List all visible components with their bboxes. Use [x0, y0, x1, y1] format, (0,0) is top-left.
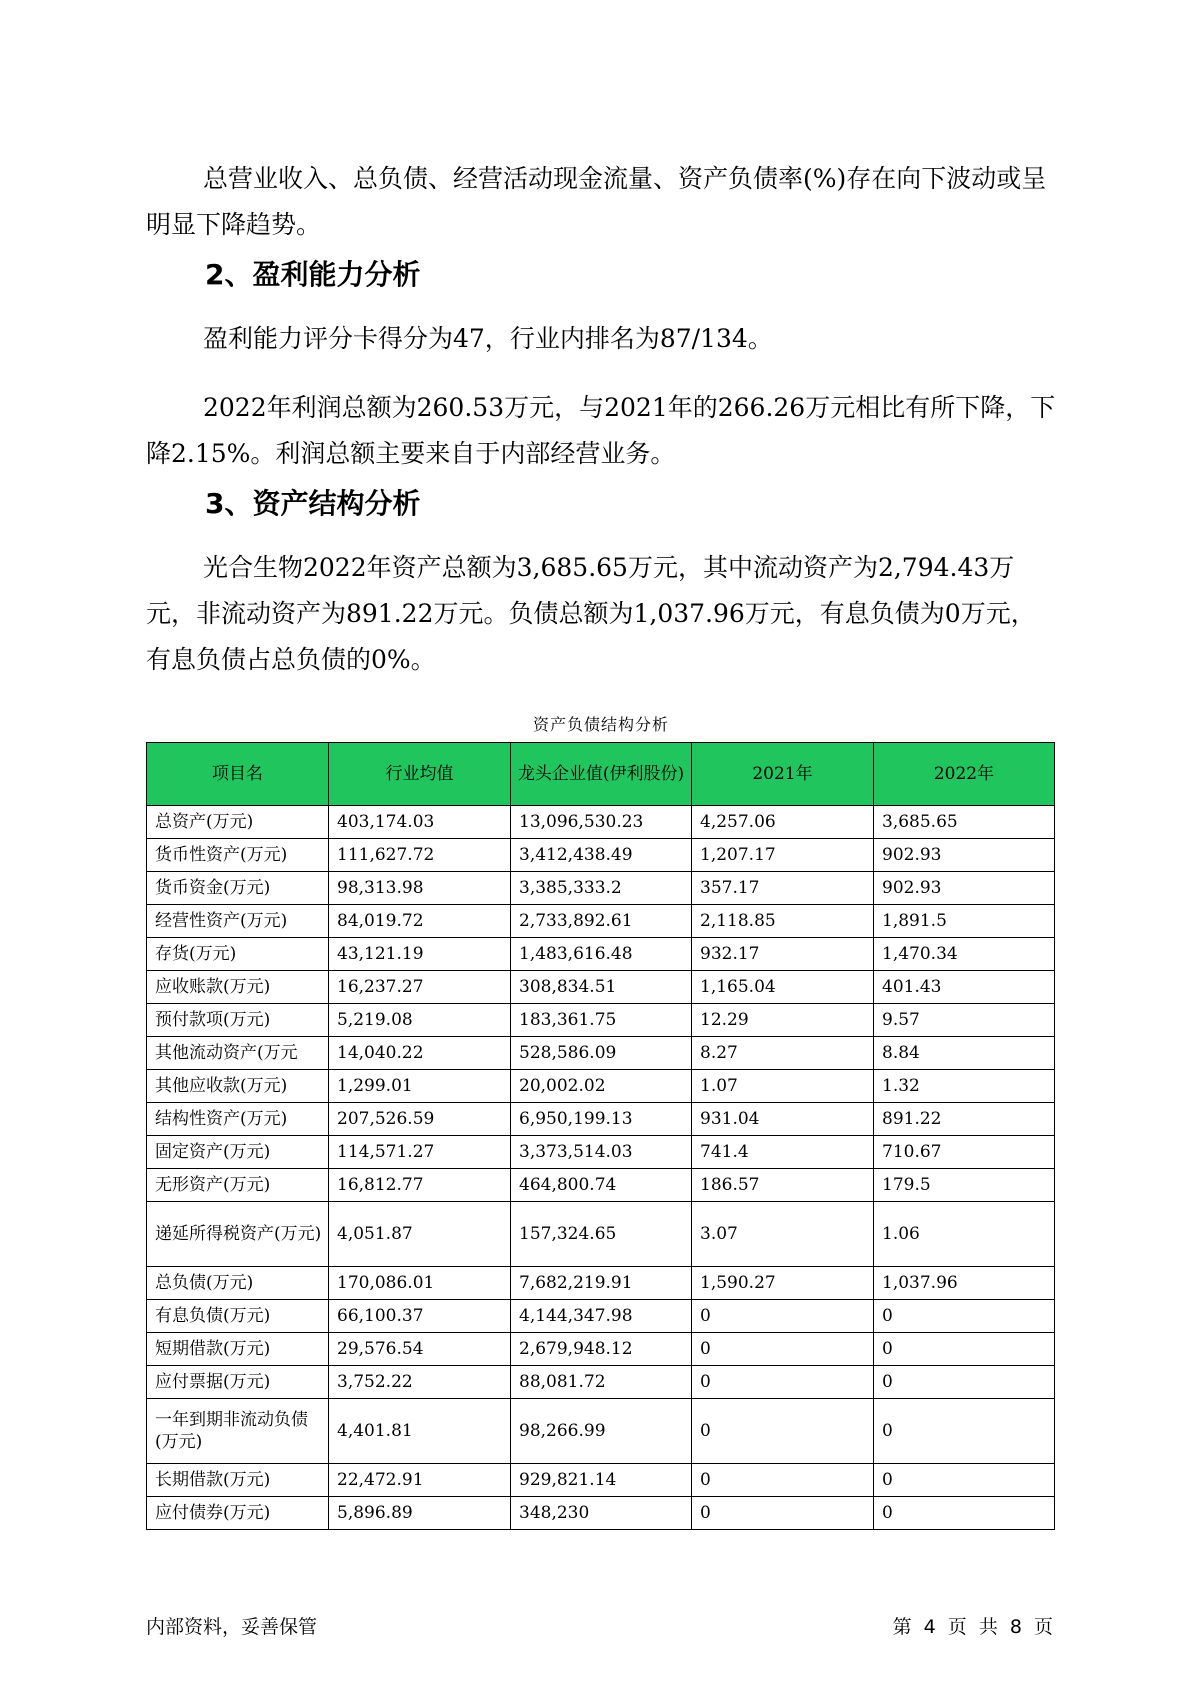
table-row	[147, 839, 1055, 872]
table-cell-value: 8.27	[692, 1037, 874, 1070]
table-cell-value: 1,470.34	[874, 938, 1055, 971]
table-cell-value: 66,100.37	[329, 1300, 511, 1333]
table-cell-item-name: 应付票据(万元)	[147, 1366, 329, 1399]
table-row	[147, 1366, 1055, 1399]
table-cell-value: 14,040.22	[329, 1037, 511, 1070]
table-cell-item-name: 短期借款(万元)	[147, 1333, 329, 1366]
table-cell-item-name: 结构性资产(万元)	[147, 1103, 329, 1136]
footer-page-number: 第 4 页 共 8 页	[892, 1616, 1053, 1638]
table-cell-value: 528,586.09	[511, 1037, 692, 1070]
table-cell-item-name: 其他流动资产(万元	[147, 1037, 329, 1070]
table-cell-value: 8.84	[874, 1037, 1055, 1070]
table-row	[147, 1004, 1055, 1037]
table-cell-item-name: 应收账款(万元)	[147, 971, 329, 1004]
table-cell-value: 1.06	[874, 1202, 1055, 1267]
table-cell-value: 891.22	[874, 1103, 1055, 1136]
table-row	[147, 1136, 1055, 1169]
table-cell-value: 5,896.89	[329, 1497, 511, 1530]
table-row	[147, 1399, 1055, 1464]
table-cell-value: 20,002.02	[511, 1070, 692, 1103]
table-cell-value: 114,571.27	[329, 1136, 511, 1169]
heading-profitability: 2、盈利能力分析	[205, 258, 421, 291]
table-cell-value: 4,144,347.98	[511, 1300, 692, 1333]
paragraph-profit-score: 盈利能力评分卡得分为47，行业内排名为87/134。	[203, 324, 773, 353]
table-cell-value: 1,891.5	[874, 905, 1055, 938]
table-cell-value: 5,219.08	[329, 1004, 511, 1037]
table-cell-value: 401.43	[874, 971, 1055, 1004]
table-cell-value: 3,412,438.49	[511, 839, 692, 872]
table-cell-value: 0	[692, 1366, 874, 1399]
header-industry-average: 行业均值	[329, 743, 511, 806]
table-cell-value: 403,174.03	[329, 806, 511, 839]
table-cell-item-name: 长期借款(万元)	[147, 1464, 329, 1497]
table-cell-item-name: 一年到期非流动负债(万元)	[147, 1399, 329, 1464]
table-cell-value: 29,576.54	[329, 1333, 511, 1366]
table-cell-value: 0	[692, 1333, 874, 1366]
table-cell-value: 186.57	[692, 1169, 874, 1202]
table-cell-value: 0	[692, 1300, 874, 1333]
table-cell-value: 2,118.85	[692, 905, 874, 938]
table-cell-value: 357.17	[692, 872, 874, 905]
table-cell-value: 157,324.65	[511, 1202, 692, 1267]
table-row	[147, 938, 1055, 971]
table-cell-value: 902.93	[874, 839, 1055, 872]
table-cell-value: 0	[874, 1366, 1055, 1399]
table-cell-value: 902.93	[874, 872, 1055, 905]
table-cell-item-name: 货币性资产(万元)	[147, 839, 329, 872]
table-cell-value: 207,526.59	[329, 1103, 511, 1136]
table-row	[147, 1202, 1055, 1267]
table-cell-value: 0	[874, 1300, 1055, 1333]
paragraph-trend-summary: 总营业收入、总负债、经营活动现金流量、资产负债率(%)存在向下波动或呈明显下降趋势。	[146, 164, 1047, 239]
table-cell-value: 2,733,892.61	[511, 905, 692, 938]
balance-sheet-table	[146, 742, 1055, 1530]
table-cell-value: 931.04	[692, 1103, 874, 1136]
table-cell-value: 16,812.77	[329, 1169, 511, 1202]
table-cell-value: 4,051.87	[329, 1202, 511, 1267]
table-cell-value: 13,096,530.23	[511, 806, 692, 839]
header-2021: 2021年	[692, 743, 874, 806]
header-leader-value: 龙头企业值(伊利股份)	[511, 743, 692, 806]
table-cell-value: 0	[874, 1333, 1055, 1366]
table-cell-value: 43,121.19	[329, 938, 511, 971]
table-row	[147, 1300, 1055, 1333]
table-cell-value: 1.07	[692, 1070, 874, 1103]
table-cell-value: 0	[874, 1497, 1055, 1530]
table-cell-item-name: 预付款项(万元)	[147, 1004, 329, 1037]
table-cell-value: 16,237.27	[329, 971, 511, 1004]
table-cell-value: 0	[874, 1399, 1055, 1464]
table-row	[147, 905, 1055, 938]
table-cell-value: 22,472.91	[329, 1464, 511, 1497]
table-cell-item-name: 总负债(万元)	[147, 1267, 329, 1300]
table-cell-value: 3,373,514.03	[511, 1136, 692, 1169]
table-cell-item-name: 应付债券(万元)	[147, 1497, 329, 1530]
table-row	[147, 1497, 1055, 1530]
table-cell-value: 4,257.06	[692, 806, 874, 839]
table-row	[147, 1464, 1055, 1497]
table-cell-value: 1,165.04	[692, 971, 874, 1004]
table-cell-value: 0	[874, 1464, 1055, 1497]
table-cell-item-name: 总资产(万元)	[147, 806, 329, 839]
table-cell-value: 4,401.81	[329, 1399, 511, 1464]
table-cell-value: 0	[692, 1464, 874, 1497]
table-cell-value: 183,361.75	[511, 1004, 692, 1037]
table-cell-item-name: 固定资产(万元)	[147, 1136, 329, 1169]
table-cell-value: 170,086.01	[329, 1267, 511, 1300]
table-body	[147, 806, 1055, 1530]
table-cell-value: 3.07	[692, 1202, 874, 1267]
table-cell-value: 3,385,333.2	[511, 872, 692, 905]
table-cell-value: 0	[692, 1497, 874, 1530]
table-cell-item-name: 经营性资产(万元)	[147, 905, 329, 938]
table-cell-item-name: 无形资产(万元)	[147, 1169, 329, 1202]
table-cell-value: 1,037.96	[874, 1267, 1055, 1300]
table-cell-value: 2,679,948.12	[511, 1333, 692, 1366]
table-row	[147, 1103, 1055, 1136]
table-cell-value: 932.17	[692, 938, 874, 971]
heading-asset-structure: 3、资产结构分析	[205, 487, 421, 520]
header-item-name: 项目名	[147, 743, 329, 806]
table-cell-item-name: 其他应收款(万元)	[147, 1070, 329, 1103]
table-cell-value: 348,230	[511, 1497, 692, 1530]
paragraph-asset-summary: 光合生物2022年资产总额为3,685.65万元，其中流动资产为2,794.43万元，非流动资产为891.22万元。负债总额为1,037.96万元，有息负债为0万元，有息负债占总负债的0%。	[146, 553, 1036, 674]
table-header-row	[147, 743, 1055, 806]
table-caption: 资产负债结构分析	[532, 715, 669, 734]
table-cell-value: 88,081.72	[511, 1366, 692, 1399]
table-cell-value: 3,685.65	[874, 806, 1055, 839]
table-row	[147, 1333, 1055, 1366]
table-cell-value: 0	[692, 1399, 874, 1464]
paragraph-profit-total: 2022年利润总额为260.53万元，与2021年的266.26万元相比有所下降，下降2.15%。利润总额主要来自于内部经营业务。	[146, 393, 1056, 468]
table-cell-value: 6,950,199.13	[511, 1103, 692, 1136]
table-cell-item-name: 存货(万元)	[147, 938, 329, 971]
table-row	[147, 806, 1055, 839]
table-row	[147, 971, 1055, 1004]
table-row	[147, 1267, 1055, 1300]
footer-confidential: 内部资料，妥善保管	[146, 1616, 318, 1638]
table-cell-value: 3,752.22	[329, 1366, 511, 1399]
table-row	[147, 1169, 1055, 1202]
table-cell-value: 710.67	[874, 1136, 1055, 1169]
table-cell-value: 929,821.14	[511, 1464, 692, 1497]
table-cell-value: 12.29	[692, 1004, 874, 1037]
table-cell-value: 98,313.98	[329, 872, 511, 905]
table-cell-value: 111,627.72	[329, 839, 511, 872]
table-cell-value: 1,590.27	[692, 1267, 874, 1300]
table-cell-item-name: 有息负债(万元)	[147, 1300, 329, 1333]
table-cell-item-name: 递延所得税资产(万元)	[147, 1202, 329, 1267]
table-cell-value: 1.32	[874, 1070, 1055, 1103]
table-cell-value: 1,299.01	[329, 1070, 511, 1103]
table-cell-item-name: 货币资金(万元)	[147, 872, 329, 905]
table-cell-value: 7,682,219.91	[511, 1267, 692, 1300]
table-cell-value: 98,266.99	[511, 1399, 692, 1464]
table-cell-value: 741.4	[692, 1136, 874, 1169]
table-cell-value: 9.57	[874, 1004, 1055, 1037]
table-row	[147, 1070, 1055, 1103]
table-row	[147, 872, 1055, 905]
table-cell-value: 464,800.74	[511, 1169, 692, 1202]
table-cell-value: 308,834.51	[511, 971, 692, 1004]
table-cell-value: 84,019.72	[329, 905, 511, 938]
table-cell-value: 1,207.17	[692, 839, 874, 872]
table-row	[147, 1037, 1055, 1070]
header-2022: 2022年	[874, 743, 1055, 806]
table-cell-value: 179.5	[874, 1169, 1055, 1202]
table-cell-value: 1,483,616.48	[511, 938, 692, 971]
